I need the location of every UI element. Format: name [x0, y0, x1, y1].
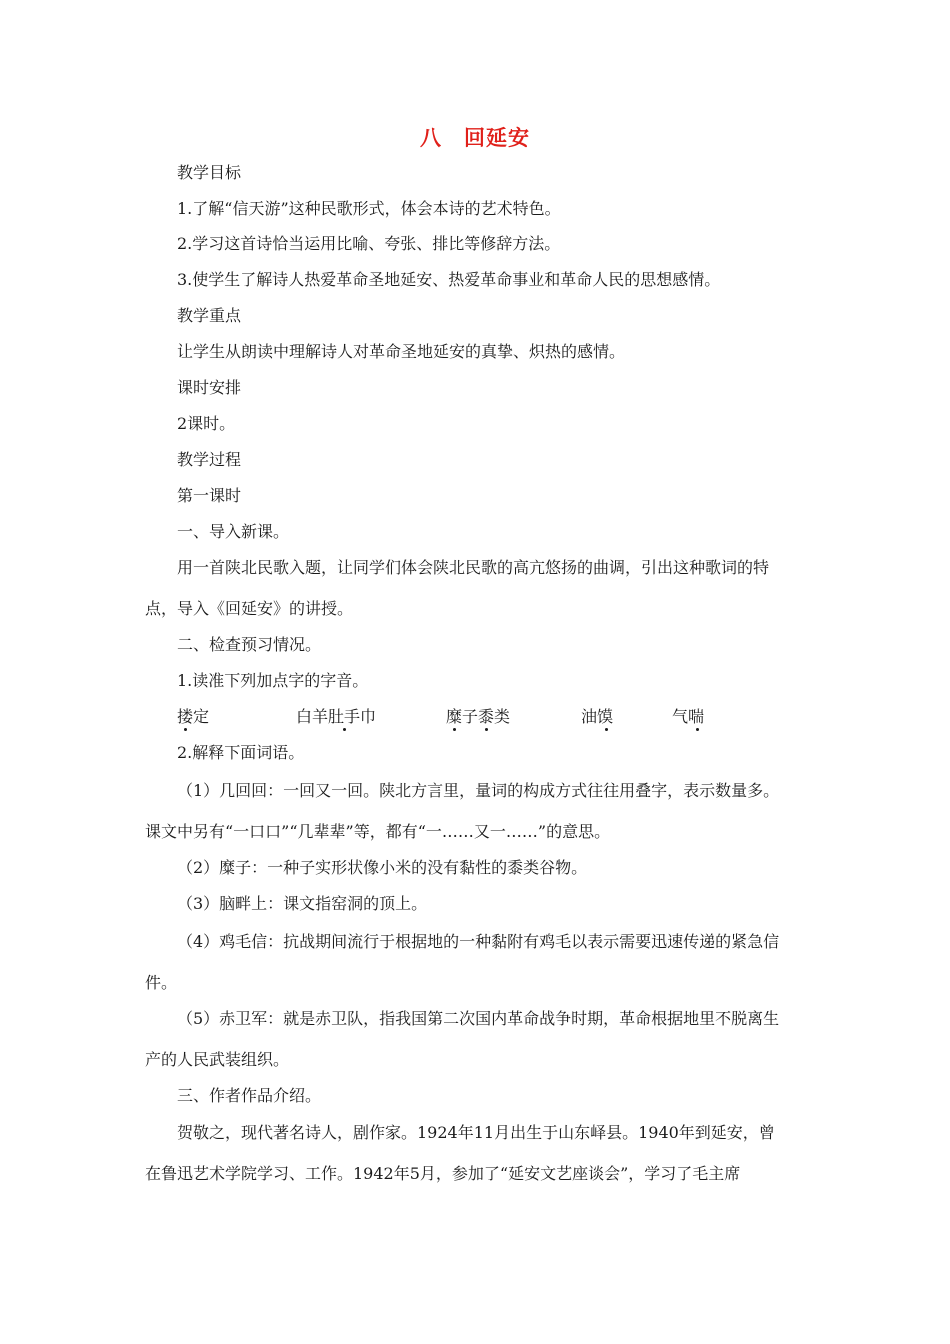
- vocab-word: 糜子黍类: [446, 707, 511, 726]
- schedule-text: 2课时。: [177, 414, 236, 433]
- page-title: 八 回延安: [420, 126, 530, 150]
- paragraph-line: 点，导入《回延安》的讲授。: [145, 599, 354, 618]
- objectives-heading: 教学目标: [177, 163, 242, 182]
- definition-line: （2）糜子：一种子实形状像小米的没有黏性的黍类谷物。: [177, 858, 588, 877]
- vocabulary-row: [0, 704, 950, 730]
- paragraph-line: 在鲁迅艺术学院学习、工作。1942年5月，参加了“延安文艺座谈会”，学习了毛主席: [145, 1164, 741, 1183]
- section-heading: 三、作者作品介绍。: [177, 1086, 322, 1105]
- objective-item: 3.使学生了解诗人热爱革命圣地延安、热爱革命事业和革命人民的思想感情。: [177, 270, 721, 289]
- vocab-word: 搂定: [177, 707, 210, 726]
- emphasis-dot: [605, 728, 608, 731]
- schedule-heading: 课时安排: [177, 378, 242, 397]
- emphasis-dot: [696, 728, 699, 731]
- vocab-word: 气喘: [672, 707, 705, 726]
- emphasis-dot: [485, 728, 488, 731]
- section-heading: 一、导入新课。: [177, 522, 290, 541]
- definition-line: 产的人民武装组织。: [145, 1050, 290, 1069]
- lesson-heading: 第一课时: [177, 486, 242, 505]
- definition-line: （4）鸡毛信：抗战期间流行于根据地的一种黏附有鸡毛以表示需要迅速传递的紧急信: [177, 932, 780, 951]
- task-line: 2.解释下面词语。: [177, 743, 305, 762]
- vocab-word: 油馍: [581, 707, 614, 726]
- definition-line: （1）几回回：一回又一回。陕北方言里，量词的构成方式往往用叠字，表示数量多。: [177, 781, 780, 800]
- definition-line: 件。: [145, 973, 178, 992]
- section-heading: 二、检查预习情况。: [177, 635, 322, 654]
- vocab-word: 白羊肚手巾: [296, 707, 377, 726]
- focus-text: 让学生从朗读中理解诗人对革命圣地延安的真挚、炽热的感情。: [177, 342, 626, 361]
- objective-item: 1.了解“信天游”这种民歌形式，体会本诗的艺术特色。: [177, 199, 561, 218]
- focus-heading: 教学重点: [177, 306, 242, 325]
- paragraph-line: 贺敬之，现代著名诗人，剧作家。1924年11月出生于山东峄县。1940年到延安，曾: [177, 1123, 775, 1142]
- process-heading: 教学过程: [177, 450, 242, 469]
- paragraph-line: 用一首陕北民歌入题，让同学们体会陕北民歌的高亢悠扬的曲调，引出这种歌词的特: [177, 558, 770, 577]
- definition-line: （3）脑畔上：课文指窑洞的顶上。: [177, 894, 428, 913]
- objective-item: 2.学习这首诗恰当运用比喻、夸张、排比等修辞方法。: [177, 234, 561, 253]
- emphasis-dot: [343, 728, 346, 731]
- emphasis-dot: [453, 728, 456, 731]
- emphasis-dot: [184, 728, 187, 731]
- definition-line: （5）赤卫军：就是赤卫队，指我国第二次国内革命战争时期，革命根据地里不脱离生: [177, 1009, 780, 1028]
- task-line: 1.读准下列加点字的字音。: [177, 671, 369, 690]
- definition-line: 课文中另有“一口口”“几辈辈”等，都有“一……又一……”的意思。: [145, 822, 611, 841]
